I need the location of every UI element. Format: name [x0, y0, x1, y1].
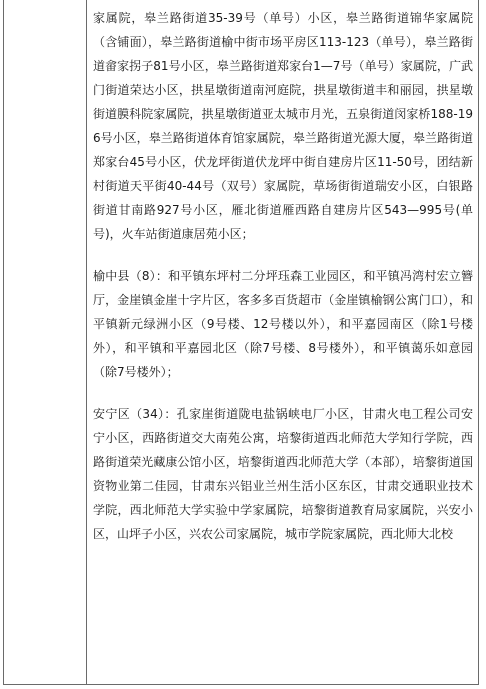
paragraph-anning: 安宁区（34）：孔家崖街道陇电盐锅峡电厂小区，甘肃火电工程公司安宁小区，西路街道交大南苑公寓，培黎街道西北师范大学知行学院，西路街道荣光藏康公馆小区，培黎街道西北师范大学（本部），培黎街道国资物业第二佳园，甘肃东兴铝业兰州生活小区东区，甘肃交通职业技术学院，西北师范大学实验中学家属院，培黎街道教育局家属院，兴安小区，山坪子小区，兴农公司家属院，城市学院家属院，西北师大北校 [93, 407, 473, 541]
paragraph-chengguan-continued: 家属院，皋兰路街道35-39号（单号）小区，皋兰路街道锦华家属院（含铺面），皋兰路街道榆中街市场平房区113-123（单号），皋兰路街道畲家拐子81号小区，皋兰路街道郑家台1—7号（单号）家属院，广武门街道荣达小区，拱星墩街道南河庭院，拱星墩街道丰和丽园，拱星墩街道膜科院家属院，拱星墩街道亚太城市月光，五泉街道闵家桥188-196号小区，皋兰路街道体育馆家属院，皋兰路街道光源大厦，皋兰路街道郑家台45号小区，伏龙坪街道伏龙坪中街自建房片区11-50号，团结新村街道天平街40-44号（双号）家属院，草场街街道瑞安小区，白银路街道甘南路927号小区，雁北街道雁西路自建房片区543—995号(单号)，火车站街道康居苑小区； [93, 11, 473, 241]
table-column-divider [86, 0, 87, 685]
table-content-cell [93, 6, 473, 546]
paragraph-spacer [93, 384, 473, 402]
paragraph-yuzhong: 榆中县（8）：和平镇东坪村二分坪珏森工业园区，和平镇冯湾村宏立簪厅，金崖镇金崖十字片区，客多多百货超市（金崖镇榆钢公寓门口），和平镇新元绿洲小区（9号楼、12号楼以外），和平嘉园南区（除1号楼外），和平镇和平嘉园北区（除7号楼、8号楼外），和平镇蔼乐如意园（除7号楼外）； [93, 269, 473, 379]
paragraph-spacer [93, 246, 473, 264]
